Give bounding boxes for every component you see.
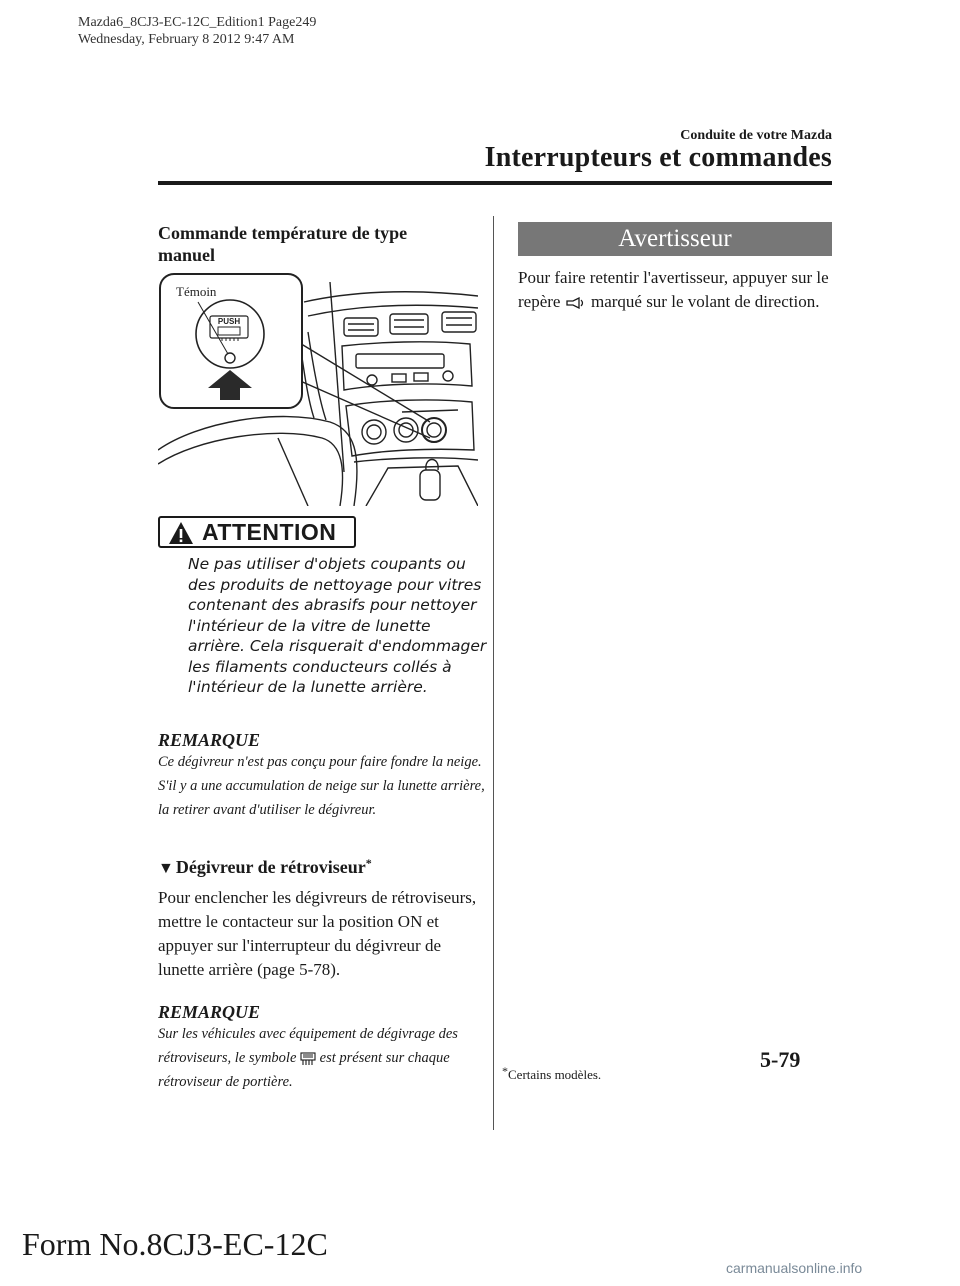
watermark: carmanualsonline.info xyxy=(726,1260,863,1276)
mirror-defroster-icon xyxy=(300,1052,316,1066)
running-head: Conduite de votre Mazda xyxy=(680,128,832,143)
push-label: PUSH xyxy=(217,317,241,326)
page-number: 5-79 xyxy=(760,1047,801,1072)
remark-text-1: Ce dégivreur n'est pas conçu pour faire fondre la neige. S'il y a une accumulation de neige sur la lunette arrière, la retirer avant d'utiliser le dégivreur. xyxy=(158,754,485,818)
section-banner-avertisseur: Avertisseur xyxy=(518,222,832,256)
section-marker: ▼ xyxy=(158,860,174,877)
attention-text: Ne pas utiliser d'objets coupants ou des produits de nettoyage pour vitres contenant des abrasifs pour nettoyer l'intérieur de la vitre de lunette arrière. Cela risquerait d'endommager les filaments conducteurs collés à l'intérieur de la lunette arrière. xyxy=(188,555,487,696)
section-body: Pour enclencher les dégivreurs de rétroviseurs, mettre le contacteur sur la position ON et appuyer sur l'interrupteur du dégivreur de lunette arrière (page 5-78). xyxy=(158,888,477,979)
attention-label: ATTENTION xyxy=(202,519,337,545)
footnote-text: Certains modèles. xyxy=(508,1067,602,1082)
header-rule xyxy=(158,181,832,185)
subhead-manual-temperature: Commande température de type manuel xyxy=(158,223,408,265)
warning-icon xyxy=(168,521,194,545)
print-info-line-2: Wednesday, February 8 2012 9:47 AM xyxy=(78,32,295,47)
print-info-line-1: Mazda6_8CJ3-EC-12C_Edition1 Page249 xyxy=(78,15,317,30)
dashboard-illustration xyxy=(158,272,478,506)
remark-title-1: REMARQUE xyxy=(158,730,261,750)
horn-icon xyxy=(565,297,587,309)
remark-text-2-after: est présent sur chaque rétroviseur de portière. xyxy=(158,1050,450,1090)
temoin-label: Témoin xyxy=(176,284,217,299)
section-heading-mirror-defroster xyxy=(158,856,372,878)
chapter-title: Interrupteurs et commandes xyxy=(484,142,832,173)
section-title: Dégivreur de rétroviseur xyxy=(175,857,366,877)
remark-title-2: REMARQUE xyxy=(158,1002,261,1022)
footnote-star: * xyxy=(502,1064,508,1078)
remark-text-2 xyxy=(158,1022,488,1094)
attention-box xyxy=(158,516,356,548)
print-info xyxy=(78,14,316,48)
footnote xyxy=(502,1064,601,1083)
column-divider xyxy=(493,216,494,1130)
horn-instruction xyxy=(518,266,832,314)
horn-text-after: marqué sur le volant de direction. xyxy=(590,292,820,311)
section-star: * xyxy=(365,856,372,870)
remark-text-2-before: Sur les véhicules avec équipement de dégivrage des rétroviseurs, le symbole xyxy=(158,1026,458,1066)
horn-text-before: Pour faire retentir l'avertisseur, appuyer sur le repère xyxy=(518,268,829,311)
form-number: Form No.8CJ3-EC-12C xyxy=(22,1226,328,1262)
